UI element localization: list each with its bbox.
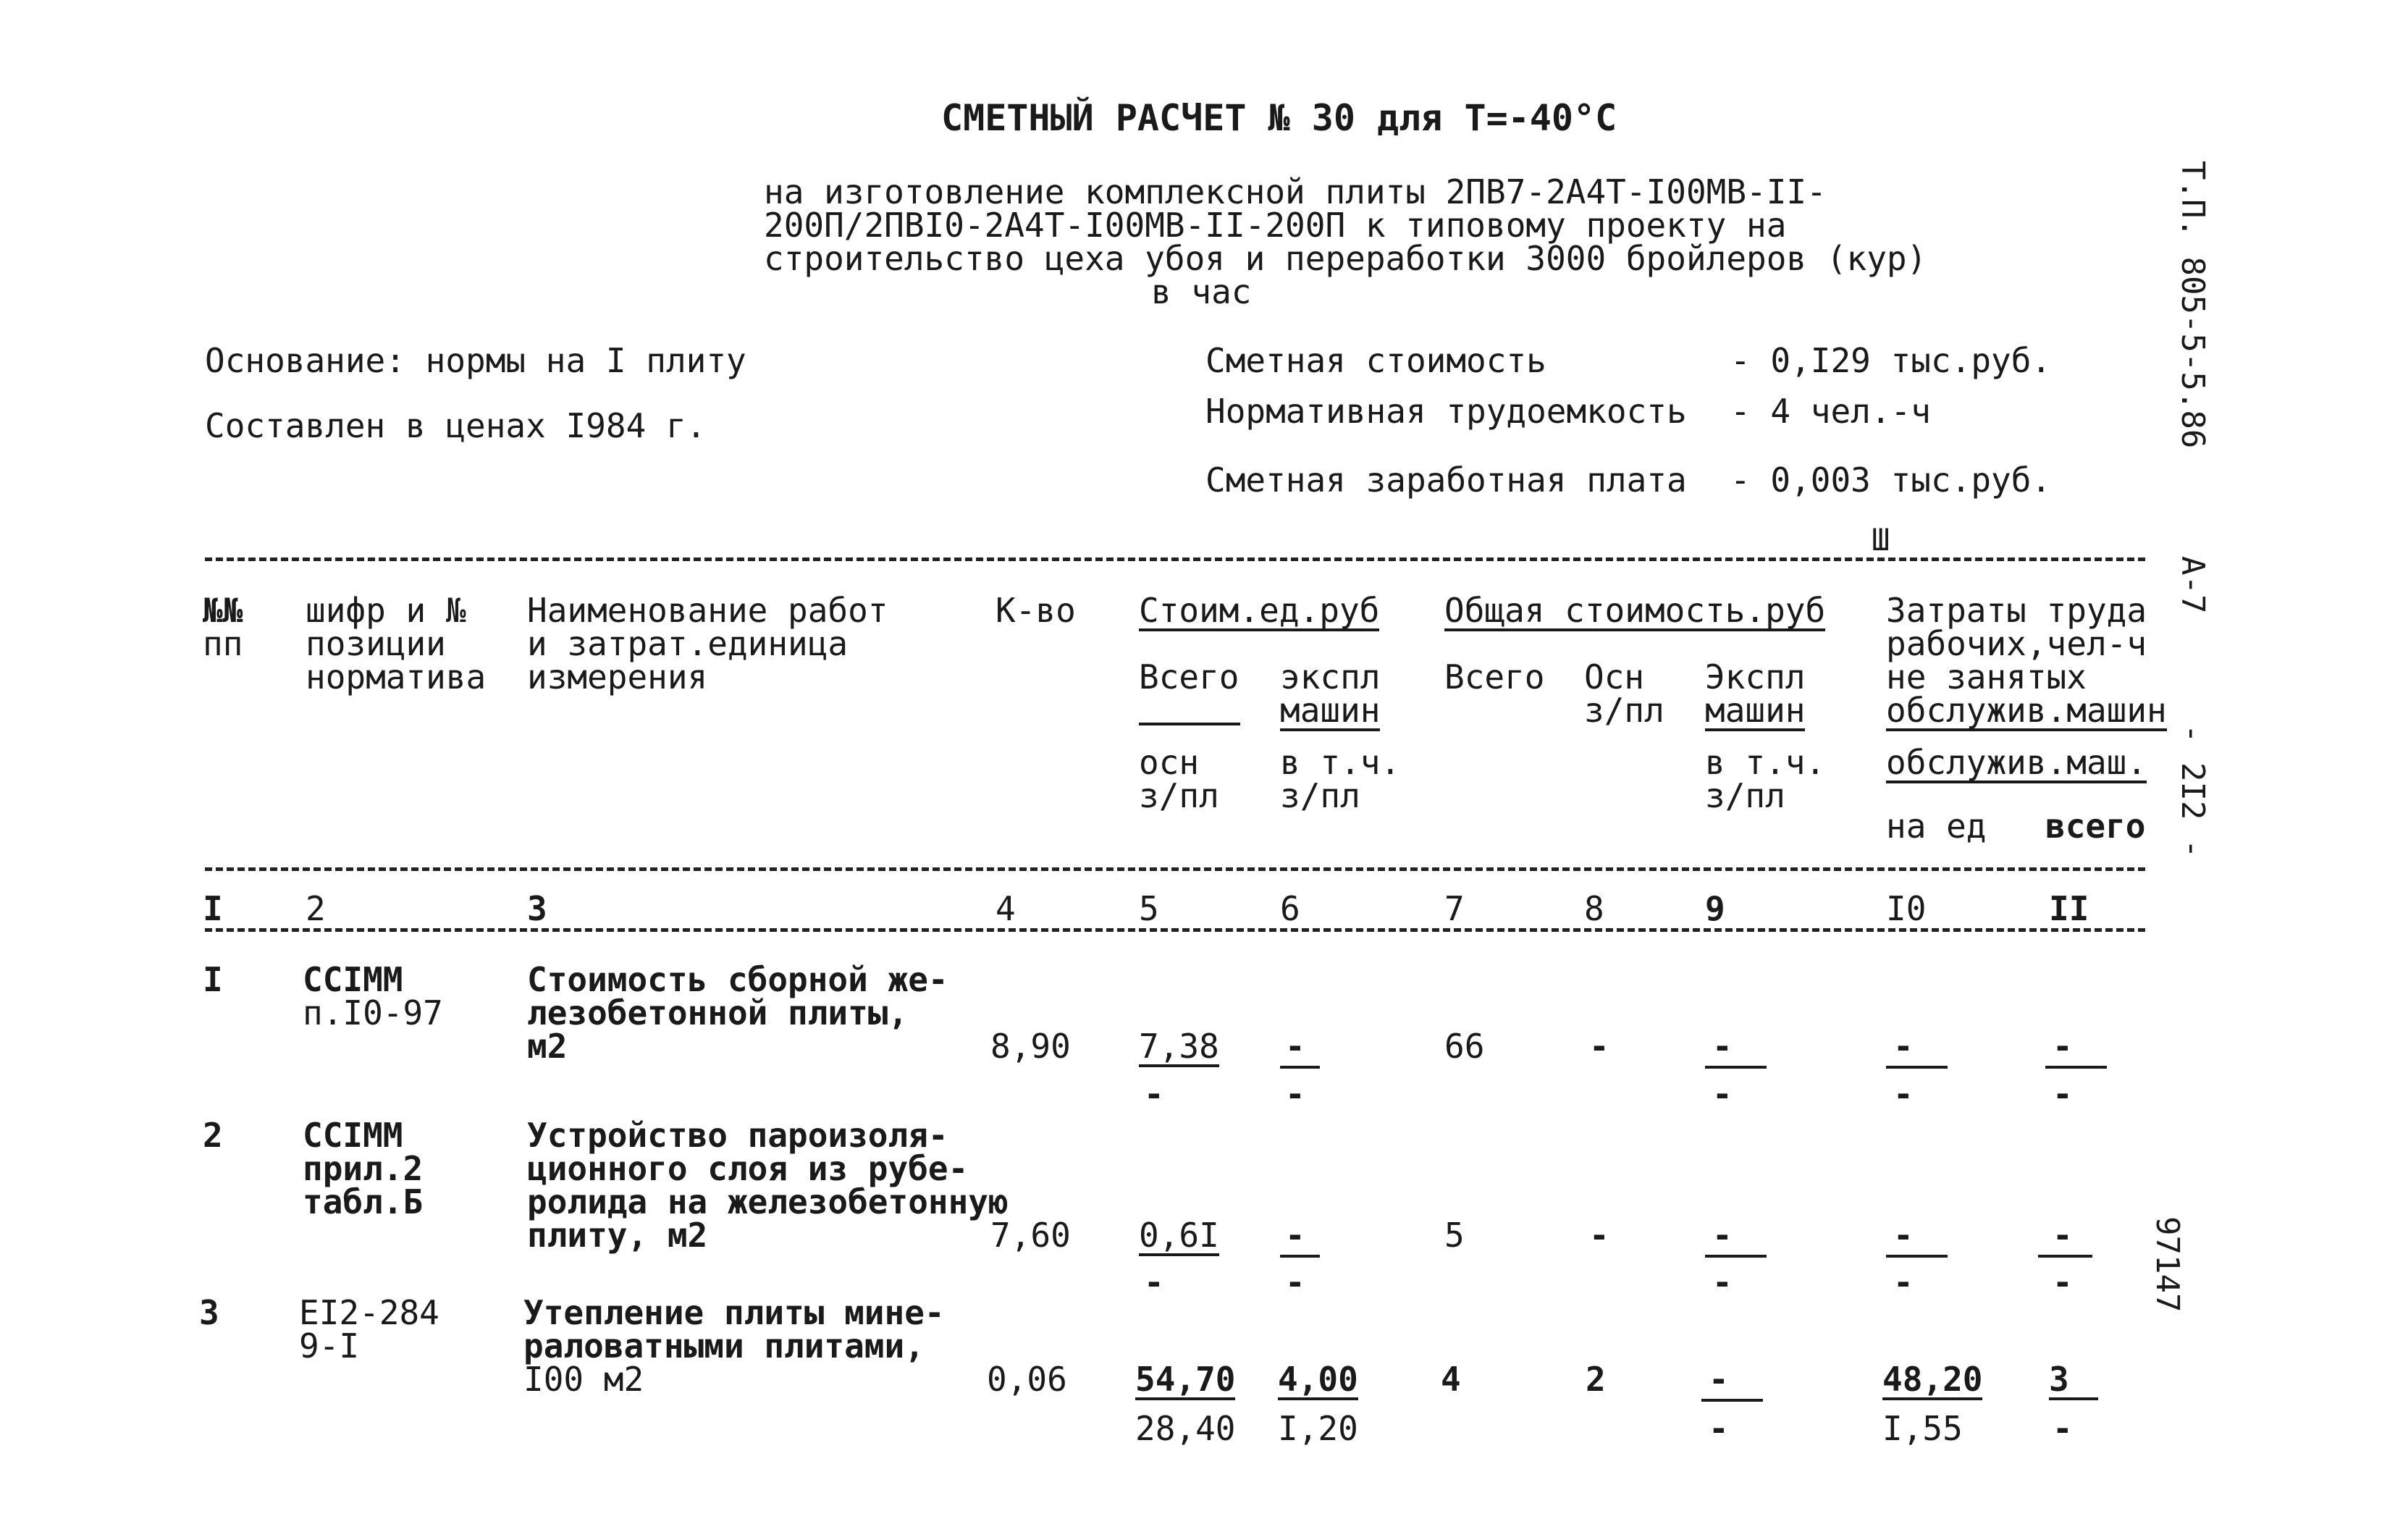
col6-header-top-1: экспл xyxy=(1280,657,1381,697)
col6-header-bottom-1: в т.ч. xyxy=(1280,743,1401,782)
row2-labor-total-2: - xyxy=(2053,1263,2073,1302)
row1-labor-unit: - xyxy=(1893,1027,1914,1066)
row1-total: 66 xyxy=(1444,1027,1485,1066)
row3-total: 4 xyxy=(1441,1360,1461,1399)
row2-name-4: плиту, м2 xyxy=(527,1216,708,1255)
basis-line: Основание: нормы на I плиту xyxy=(205,341,746,380)
row1-total-osn: - xyxy=(1589,1027,1609,1066)
col6-header-top-2: машин xyxy=(1280,691,1381,730)
col2-header-1: шифр и № xyxy=(306,591,466,630)
col2-header-3: норматива xyxy=(306,657,487,697)
row1-unit-mach-wage: - xyxy=(1285,1074,1305,1114)
row3-unit-total: 54,70 xyxy=(1135,1360,1236,1399)
row2-unit-total: 0,6I xyxy=(1139,1216,1219,1255)
row3-name-1: Утепление плиты мине- xyxy=(523,1293,945,1332)
col-number-6: 6 xyxy=(1280,889,1300,928)
col7-header: Всего xyxy=(1444,657,1545,697)
row2-total-mach-rule xyxy=(1705,1255,1767,1258)
labor-header-3: не занятых xyxy=(1886,657,2087,697)
row1-labor-total-2: - xyxy=(2053,1074,2073,1114)
col8-header-2: з/пл xyxy=(1584,691,1664,730)
row1-labor-total-rule xyxy=(2045,1066,2107,1069)
row2-code-1: ССIММ xyxy=(303,1116,403,1155)
col9-header-top-2: машин xyxy=(1705,691,1806,730)
col-number-3: 3 xyxy=(527,889,547,928)
labor-header-4: обслужив.машин xyxy=(1886,691,2167,730)
col-number-10: I0 xyxy=(1886,889,1927,928)
row3-labor-total: 3 xyxy=(2049,1363,2098,1400)
row2-total-mach: - xyxy=(1712,1216,1733,1255)
side-stamp-album: А-7 xyxy=(2174,556,2211,614)
col-number-8: 8 xyxy=(1584,889,1604,928)
subtitle-line-4: в час xyxy=(1151,272,1252,311)
row2-name-2: ционного слоя из рубе- xyxy=(527,1149,969,1188)
col-number-4: 4 xyxy=(996,889,1016,928)
header-mark: Ш xyxy=(1872,522,1890,557)
estimate-cost-value: - 0,I29 тыс.руб. xyxy=(1730,341,2052,380)
labor-header-5: обслужив.маш. xyxy=(1886,743,2147,782)
row2-total: 5 xyxy=(1444,1216,1465,1255)
col10-header: на ед xyxy=(1886,807,1987,846)
col3-header-1: Наименование работ xyxy=(527,591,888,630)
col-number-5: 5 xyxy=(1139,889,1159,928)
row3-name-2: раловатными плитами, xyxy=(523,1326,925,1366)
col6-header-bottom-2: з/пл xyxy=(1280,776,1360,815)
row1-labor-total: - xyxy=(2053,1027,2073,1066)
row1-labor-unit-2: - xyxy=(1893,1074,1914,1114)
side-stamp-number: 97147 xyxy=(2149,1216,2186,1313)
row3-labor-unit: 48,20 xyxy=(1882,1360,1983,1399)
row2-qty: 7,60 xyxy=(990,1216,1071,1255)
col-number-7: 7 xyxy=(1444,889,1465,928)
col8-header-1: Осн xyxy=(1584,657,1645,697)
subtitle-line-2: 200П/2ПВI0-2А4Т-I00МВ-II-200П к типовому проекту на xyxy=(764,206,1787,245)
row2-labor-unit-2: - xyxy=(1893,1263,1914,1302)
row1-unit-total: 7,38 xyxy=(1139,1027,1219,1066)
wage-label: Сметная заработная плата xyxy=(1205,460,1687,500)
row3-number: 3 xyxy=(199,1293,219,1332)
col2-header-2: позиции xyxy=(306,624,446,663)
col1-header-1: №№ xyxy=(203,591,243,630)
row2-name-1: Устройство пароизоля- xyxy=(527,1116,948,1155)
price-level-line: Составлен в ценах I984 г. xyxy=(205,406,707,445)
row2-unit-osn: - xyxy=(1144,1263,1164,1302)
col3-header-3: измерения xyxy=(527,657,708,697)
col4-header: К-во xyxy=(996,591,1076,630)
row2-labor-unit-rule xyxy=(1886,1255,1948,1258)
row1-unit-mach-rule xyxy=(1280,1066,1320,1069)
col5-header-top: Всего xyxy=(1139,657,1239,697)
row3-total-osn: 2 xyxy=(1586,1360,1606,1399)
row1-total-mach-wage: - xyxy=(1712,1074,1733,1114)
row3-unit-osn: 28,40 xyxy=(1135,1409,1236,1448)
col-number-9: 9 xyxy=(1705,889,1725,928)
estimate-cost-label: Сметная стоимость xyxy=(1205,341,1546,380)
row1-code-1: ССIММ xyxy=(303,960,403,999)
subtitle-line-1: на изготовление комплексной плиты 2ПВ7-2А4Т-I00МВ-II- xyxy=(764,172,1827,211)
col9-header-bottom-2: з/пл xyxy=(1705,776,1785,815)
col5-header-rule xyxy=(1139,723,1240,725)
col3-header-2: и затрат.единица xyxy=(527,624,849,663)
row1-name-1: Стоимость сборной же- xyxy=(527,960,948,999)
col9-header-top-1: Экспл xyxy=(1705,657,1806,697)
unit-cost-header: Стоим.ед.руб xyxy=(1139,591,1380,630)
col5-header-bottom-1: осн xyxy=(1139,743,1200,782)
row1-unit-mach: - xyxy=(1285,1027,1305,1066)
side-stamp-project: Т.П. 805-5-5.86 xyxy=(2174,161,2211,449)
row1-unit-osn: - xyxy=(1144,1074,1164,1114)
col-number-rule xyxy=(205,928,2145,932)
row1-code-2: п.I0-97 xyxy=(303,993,443,1032)
row2-total-mach-wage: - xyxy=(1712,1263,1733,1302)
subtitle-line-3: строительство цеха убоя и переработки 3000 бройлеров (кур) xyxy=(764,239,1927,278)
row2-total-osn: - xyxy=(1589,1216,1609,1255)
row1-total-mach-rule xyxy=(1705,1066,1767,1069)
row1-total-mach: - xyxy=(1712,1027,1733,1066)
col-number-11: II xyxy=(2049,889,2089,928)
row2-labor-total: - xyxy=(2053,1216,2073,1255)
row3-code-2: 9-I xyxy=(299,1326,360,1366)
col11-header: всего xyxy=(2045,807,2146,846)
row2-unit-mach-wage: - xyxy=(1285,1263,1305,1302)
col9-header-bottom-1: в т.ч. xyxy=(1705,743,1826,782)
side-stamp-page: - 2I2 - xyxy=(2174,724,2211,859)
labor-header-1: Затраты труда xyxy=(1886,591,2147,630)
row3-unit-mach-wage: I,20 xyxy=(1278,1409,1358,1448)
row3-total-mach-rule xyxy=(1701,1399,1763,1402)
wage-value: - 0,003 тыс.руб. xyxy=(1730,460,2052,500)
row1-number: I xyxy=(203,960,223,999)
row2-unit-mach-rule xyxy=(1280,1255,1320,1258)
row3-total-mach: - xyxy=(1709,1360,1729,1399)
row2-name-3: ролида на железобетонную xyxy=(527,1182,1009,1221)
col-number-2: 2 xyxy=(306,889,326,928)
row1-labor-unit-rule xyxy=(1886,1066,1948,1069)
header-top-rule xyxy=(205,557,2145,561)
labor-intensity-label: Нормативная трудоемкость xyxy=(1205,392,1687,431)
row1-qty: 8,90 xyxy=(990,1027,1071,1066)
row3-name-3: I00 м2 xyxy=(523,1360,644,1399)
col5-header-bottom-2: з/пл xyxy=(1139,776,1219,815)
total-cost-header: Общая стоимость.руб xyxy=(1444,591,1826,630)
row2-unit-mach: - xyxy=(1285,1216,1305,1255)
row3-code-1: ЕI2-284 xyxy=(299,1293,439,1332)
row2-code-2: прил.2 xyxy=(303,1149,424,1188)
row2-labor-unit: - xyxy=(1893,1216,1914,1255)
row3-qty: 0,06 xyxy=(987,1360,1067,1399)
col1-header-2: пп xyxy=(203,624,243,663)
labor-header-2: рабочих,чел-ч xyxy=(1886,624,2147,663)
row2-number: 2 xyxy=(203,1116,223,1155)
row1-name-3: м2 xyxy=(527,1027,568,1066)
header-bottom-rule xyxy=(205,867,2145,871)
labor-intensity-value: - 4 чел.-ч xyxy=(1730,392,1931,431)
col-number-1: I xyxy=(203,889,223,928)
row1-name-2: лезобетонной плиты, xyxy=(527,993,909,1032)
row2-code-3: табл.Б xyxy=(303,1182,424,1221)
row2-labor-total-rule xyxy=(2038,1255,2092,1258)
document-title: СМЕТНЫЙ РАСЧЕТ № 30 для Т=-40°С xyxy=(941,97,1617,139)
row3-labor-total-2: - xyxy=(2053,1409,2073,1448)
row3-labor-unit-2: I,55 xyxy=(1882,1409,1963,1448)
row3-total-mach-wage: - xyxy=(1709,1409,1729,1448)
row3-unit-mach: 4,00 xyxy=(1278,1360,1358,1399)
